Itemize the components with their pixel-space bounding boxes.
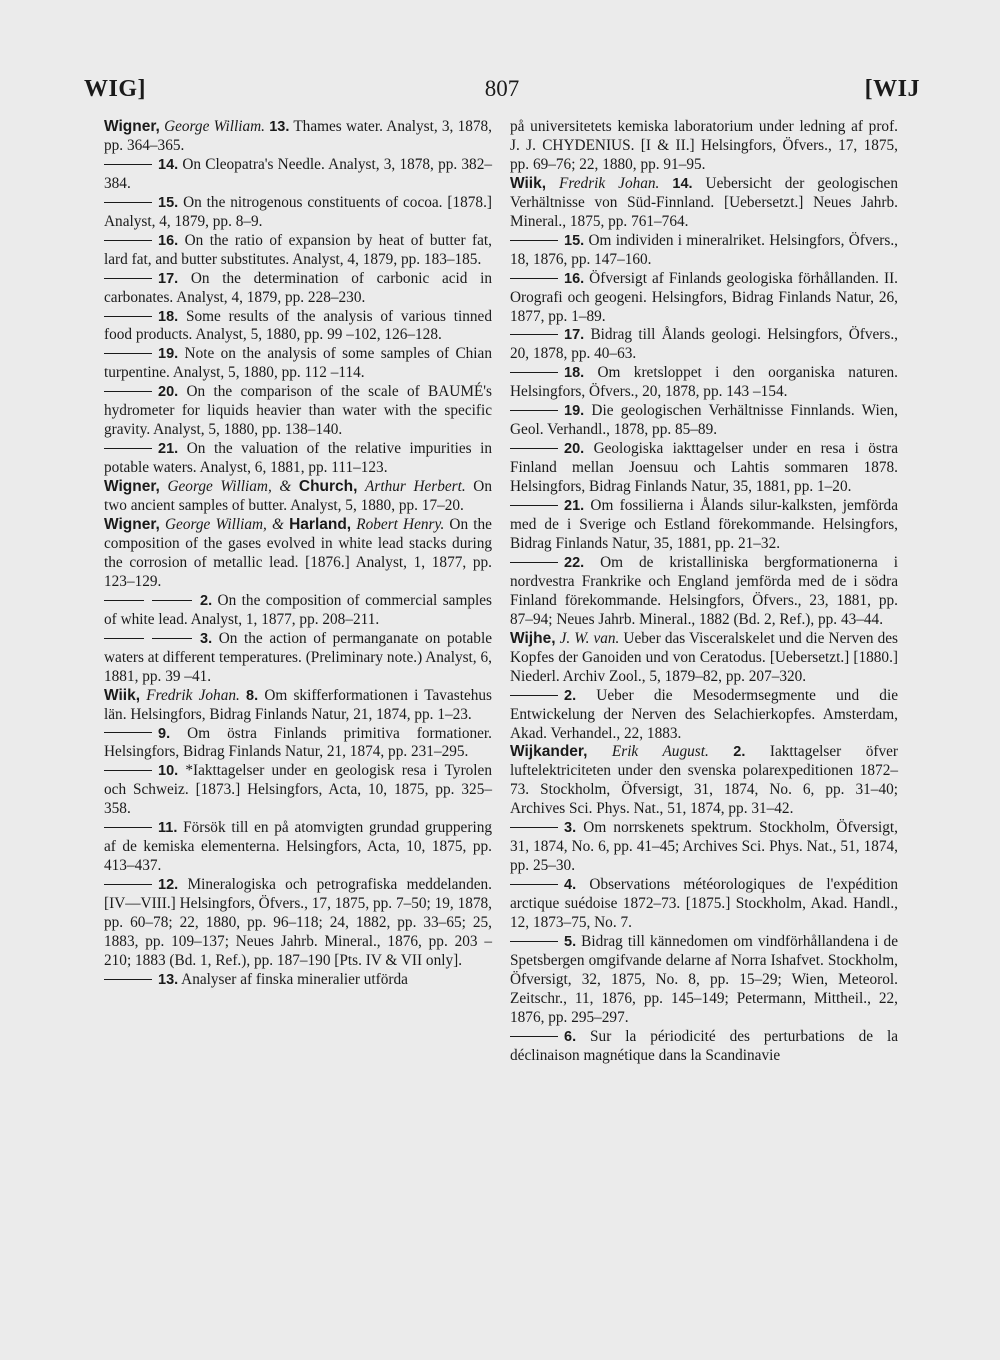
entry-number: 6. <box>564 1028 577 1045</box>
ditto-rule <box>510 1036 558 1037</box>
bibliography-entry <box>510 933 898 1028</box>
bibliography-entry <box>510 630 898 687</box>
bibliography-entry <box>104 516 492 592</box>
ditto-rule <box>104 638 144 639</box>
entry-number: 14. <box>672 175 693 192</box>
entry-number: 20. <box>158 384 179 401</box>
ditto-rule <box>104 202 152 203</box>
page-header <box>84 74 920 108</box>
entry-text: On the ratio of expansion by heat of butter fat, lard fat, and butter substitutes. Analyst, 4, 1879, pp. 183–185. <box>104 231 492 268</box>
entry-number: 14. <box>158 156 179 173</box>
entry-number: 2. <box>564 687 577 704</box>
ditto-rule <box>104 770 152 771</box>
entry-text: Bidrag till Ålands geologi. Helsingfors, Öfvers., 20, 1878, pp. 40–63. <box>510 326 898 363</box>
ditto-rule <box>510 448 558 449</box>
entry-text: On the determination of carbonic acid in carbonates. Analyst, 4, 1879, pp. 228–230. <box>104 269 492 306</box>
ditto-rule <box>510 240 558 241</box>
ditto-rule <box>510 410 558 411</box>
bibliography-entry <box>510 232 898 270</box>
entry-text: On two ancient samples of butter. Analyst, 5, 1880, pp. 17–20. <box>104 478 492 515</box>
running-head-right: [WIJ <box>864 76 920 102</box>
ditto-rule <box>510 827 558 828</box>
entry-text: Om individen i mineralriket. Helsingfors, Öfvers., 18, 1876, pp. 147–160. <box>510 231 898 268</box>
bibliography-entry <box>104 156 492 194</box>
author-given-name: George William, & <box>165 516 290 534</box>
ditto-rule <box>510 562 558 563</box>
entry-text: Om de kristalliniska bergformationerna i nordvestra Frankrike och England jemförda med de i södra Finland förekommande. Helsingfors, Öfvers., 23, 1881, pp. 87–94; Neues Jahrb. Mineral., 1882 (Bd. 2, Ref.), pp. 43–44. <box>510 553 898 628</box>
entry-number: 16. <box>564 270 585 287</box>
bibliography-entry <box>104 118 492 156</box>
author-name: Wijhe, <box>510 629 556 647</box>
entry-number: 21. <box>564 498 585 515</box>
bibliography-entry <box>104 308 492 346</box>
entry-number: 11. <box>158 820 178 837</box>
bibliography-entry <box>104 270 492 308</box>
page-number: 807 <box>484 76 520 101</box>
entry-number: 18. <box>158 308 179 325</box>
author-given-name: George William. <box>164 118 265 135</box>
author-given-name: Erik August. <box>611 743 709 761</box>
bibliography-entry <box>104 687 492 725</box>
author-given-name: Fredrik Johan. <box>559 174 660 192</box>
ditto-rule <box>104 884 152 885</box>
author-given-name: Fredrik Johan. <box>146 686 240 704</box>
entry-text: On the action of permanganate on potable waters at different temperatures. (Preliminary note.) Analyst, 6, 1881, pp. 39 –41. <box>104 629 492 685</box>
author-given-name: J. W. van. <box>559 629 620 647</box>
entry-text: Om norrskenets spektrum. Stockholm, Öfversigt, 31, 1874, No. 6, pp. 41–45; Archives Sci. Phys. Nat., 51, 1874, pp. 25–30. <box>510 819 898 875</box>
bibliography-entry <box>104 383 492 440</box>
bibliography-entry <box>510 554 898 630</box>
entry-text: Öfversigt af Finlands geologiska förhållanden. II. Orografi och geogeni. Helsingfors, Bidrag Finlands Natur, 26, 1877, pp. 1–89. <box>510 269 898 325</box>
author-name: Wigner, <box>104 478 160 496</box>
entry-text: On Cleopatra's Needle. Analyst, 3, 1878, pp. 382–384. <box>104 155 492 192</box>
entry-number: 3. <box>564 820 577 837</box>
ditto-rule <box>510 505 558 506</box>
coauthor-given-name: Robert Henry. <box>356 516 445 534</box>
entry-text: Bidrag till kännedomen om vindförhållandena i de Spetsbergen omgifvande delarne af Norra Ishafvet. Stockholm, Öfversigt, 32, 1875, No. 8, pp. 15–29; Wien, Meteorol. Zeitschr., 11, 1876, pp. 145–149; Petermann, Mittheil., 22, 1876, pp. 295–297. <box>510 932 898 1026</box>
entry-text: Some results of the analysis of various tinned food products. Analyst, 5, 1880, pp. 99 –102, 126–128. <box>104 307 492 344</box>
bibliography-entry <box>510 687 898 744</box>
ditto-rule <box>510 372 558 373</box>
entry-number: 2. <box>733 744 746 761</box>
entry-text: On the composition of commercial samples of white lead. Analyst, 1, 1877, pp. 208–211. <box>104 591 492 628</box>
left-column <box>104 118 492 990</box>
entry-number: 18. <box>564 365 585 382</box>
running-head-left: WIG] <box>84 76 146 102</box>
ditto-rule <box>104 240 152 241</box>
bibliography-entry <box>510 497 898 554</box>
ditto-rule <box>510 334 558 335</box>
entry-number: 16. <box>158 232 179 249</box>
right-column <box>510 118 898 1066</box>
ditto-rule <box>510 884 558 885</box>
author-name: Wigner, <box>104 118 160 135</box>
entry-text: Försök till en på atomvigten grundad gruppering af de kemiska elementerna. Helsingfors, Acta, 10, 1875, pp. 413–437. <box>104 819 492 875</box>
entry-text: Om fossilierna i Ålands silur-kalksten, jemförda med de i Sverige och Estland förekommande. Helsingfors, Bidrag Finlands Natur, 35, 1881, pp. 21–32. <box>510 497 898 552</box>
entry-text: On the composition of the gases evolved in white lead stacks during the corrosion of metallic lead. [1876.] Analyst, 1, 1877, pp. 123–129. <box>104 516 492 590</box>
bibliography-entry <box>510 175 898 232</box>
ditto-rule <box>152 638 192 639</box>
entry-number: 8. <box>246 687 259 704</box>
bibliography-entry <box>510 118 898 175</box>
bibliography-entry <box>104 725 492 763</box>
entry-number: 10. <box>158 763 179 780</box>
bibliography-entry <box>510 440 898 497</box>
bibliography-entry <box>104 345 492 383</box>
ditto-rule <box>104 448 152 449</box>
bibliography-entry <box>104 971 492 990</box>
ditto-rule <box>104 164 152 165</box>
entry-text: Ueber das Visceralskelet und die Nerven des Kopfes der Ganoiden und von Ceratodus. [Uebersetzt.] [1880.] Niederl. Archiv Zool., 5, 1879–82, pp. 207–320. <box>510 629 898 685</box>
entry-text: Om skifferformationen i Tavastehus län. Helsingfors, Bidrag Finlands Natur, 21, 1874, pp. 1–23. <box>104 686 492 723</box>
entry-text: Iakttagelser öfver luftelektriciteten under den svenska polarexpeditionen 1872–73. Stockholm, Öfversigt, 31, 1874, No. 6, pp. 31–40; Archives Sci. Phys. Nat., 51, 1874, pp. 31–42. <box>510 743 898 818</box>
entry-number: 19. <box>158 346 179 363</box>
bibliography-entry <box>104 232 492 270</box>
coauthor-name: Church, <box>298 478 358 496</box>
ditto-rule <box>104 316 152 317</box>
author-name: Wijkander, <box>510 743 588 761</box>
bibliography-entry <box>510 326 898 364</box>
bibliography-entry <box>104 876 492 971</box>
entry-number: 9. <box>158 725 171 742</box>
entry-text: Analyser af finska mineralier utförda <box>178 970 408 988</box>
entry-number: 17. <box>158 270 179 287</box>
bibliography-entry <box>510 270 898 327</box>
ditto-rule <box>104 827 152 828</box>
entry-text: Om östra Finlands primitiva formationer. Helsingfors, Bidrag Finlands Natur, 21, 1874, pp. 231–295. <box>104 724 492 761</box>
entry-number: 20. <box>564 441 585 458</box>
bibliography-entry <box>510 364 898 402</box>
entry-text: Note on the analysis of some samples of Chian turpentine. Analyst, 5, 1880, pp. 112 –114. <box>104 345 492 382</box>
entry-text: Thames water. Analyst, 3, 1878, pp. 364–365. <box>104 118 492 154</box>
ditto-rule <box>104 979 152 980</box>
author-name: Wigner, <box>104 516 160 534</box>
ditto-rule <box>104 391 152 392</box>
ditto-rule <box>510 695 558 696</box>
bibliography-entry <box>510 743 898 819</box>
entry-text: On the nitrogenous constituents of cocoa. [1878.] Analyst, 4, 1879, pp. 8–9. <box>104 193 492 230</box>
entry-number: 17. <box>564 327 585 344</box>
ditto-rule <box>104 732 152 733</box>
entry-number: 4. <box>564 877 577 894</box>
entry-text: Die geologischen Verhältnisse Finnlands. Wien, Geol. Verhandl., 1878, pp. 85–89. <box>510 402 898 439</box>
author-name: Wiik, <box>104 686 141 704</box>
bibliography-entry <box>510 819 898 876</box>
ditto-rule <box>510 278 558 279</box>
ditto-rule <box>104 278 152 279</box>
bibliography-entry <box>104 592 492 630</box>
author-given-name: George William, & <box>167 478 299 496</box>
author-name: Wiik, <box>510 174 547 192</box>
entry-number: 13. <box>269 119 290 135</box>
entry-text: på universitetets kemiska laboratorium under ledning af prof. J. J. CHYDENIUS. [I & II.] Helsingfors, Öfvers., 17, 1875, pp. 69–76; 22, 1880, pp. 91–95. <box>510 118 898 173</box>
entry-text: Sur la périodicité des perturbations de la déclinaison magnétique dans la Scandinavie <box>510 1027 898 1064</box>
entry-number: 12. <box>158 877 179 894</box>
entry-number: 2. <box>200 592 213 609</box>
entry-number: 13. <box>158 971 179 988</box>
bibliography-entry <box>510 402 898 440</box>
entry-text: *Iakttagelser under en geologisk resa i Tyrolen och Schweiz. [1873.] Helsingfors, Acta, 10, 1875, pp. 325–358. <box>104 762 492 818</box>
entry-number: 19. <box>564 403 585 420</box>
entry-number: 15. <box>564 232 585 249</box>
coauthor-given-name: Arthur Herbert. <box>365 478 466 496</box>
entry-text: On the comparison of the scale of BAUMÉ's hydrometer for liquids heavier than water with the specific gravity. Analyst, 5, 1880, pp. 138–140. <box>104 383 492 439</box>
bibliography-entry <box>510 876 898 933</box>
entry-number: 3. <box>200 630 213 647</box>
bibliography-entry <box>510 1028 898 1066</box>
bibliography-entry <box>104 440 492 478</box>
ditto-rule <box>152 600 192 601</box>
entry-text: Observations météorologiques de l'expédition arctique suédoise 1872–73. [1875.] Stockholm, Akad. Handl., 12, 1873–75, No. 7. <box>510 876 898 932</box>
entry-text: Geologiska iakttagelser under en resa i östra Finland mellan Joensuu och Lahtis sommaren 1878. Helsingfors, Bidrag Finlands Natur, 35, 1881, pp. 1–20. <box>510 440 898 496</box>
entry-text: Uebersicht der geologischen Verhältnisse von Süd-Finnland. [Uebersetzt.] Neues Jahrb. Mineral., 1875, pp. 761–764. <box>510 174 898 230</box>
bibliography-entry <box>104 194 492 232</box>
entry-number: 22. <box>564 554 585 571</box>
entry-text: Ueber die Mesodermsegmente und die Entwickelung der Nerven des Selachierkopfes. Amsterdam, Akad. Verhandel., 22, 1883. <box>510 686 898 742</box>
bibliography-entry <box>104 819 492 876</box>
ditto-rule <box>510 941 558 942</box>
entry-text: On the valuation of the relative impurities in potable waters. Analyst, 6, 1881, pp. 111–123. <box>104 440 492 477</box>
coauthor-name: Harland, <box>289 516 352 534</box>
entry-number: 21. <box>158 441 179 458</box>
bibliography-entry <box>104 478 492 516</box>
entry-number: 5. <box>564 933 577 950</box>
entry-text: Mineralogiska och petrografiska meddelanden. [IV—VIII.] Helsingfors, Öfvers., 17, 1875, pp. 7–50; 19, 1878, pp. 60–78; 22, 1880, pp. 96–118; 24, 1882, pp. 33–65; 25, 1883, pp. 109–137; Neues Jahrb. Mineral., 1876, pp. 203 –210; 1883 (Bd. 1, Ref.), pp. 187–190 [Pts. IV & VII only]. <box>104 876 492 969</box>
entry-text: Om kretsloppet i den oorganiska naturen. Helsingfors, Öfvers., 20, 1878, pp. 143 –154. <box>510 364 898 401</box>
entry-number: 15. <box>158 194 179 211</box>
ditto-rule <box>104 353 152 354</box>
bibliography-entry <box>104 762 492 819</box>
ditto-rule <box>104 600 144 601</box>
bibliography-entry <box>104 630 492 687</box>
